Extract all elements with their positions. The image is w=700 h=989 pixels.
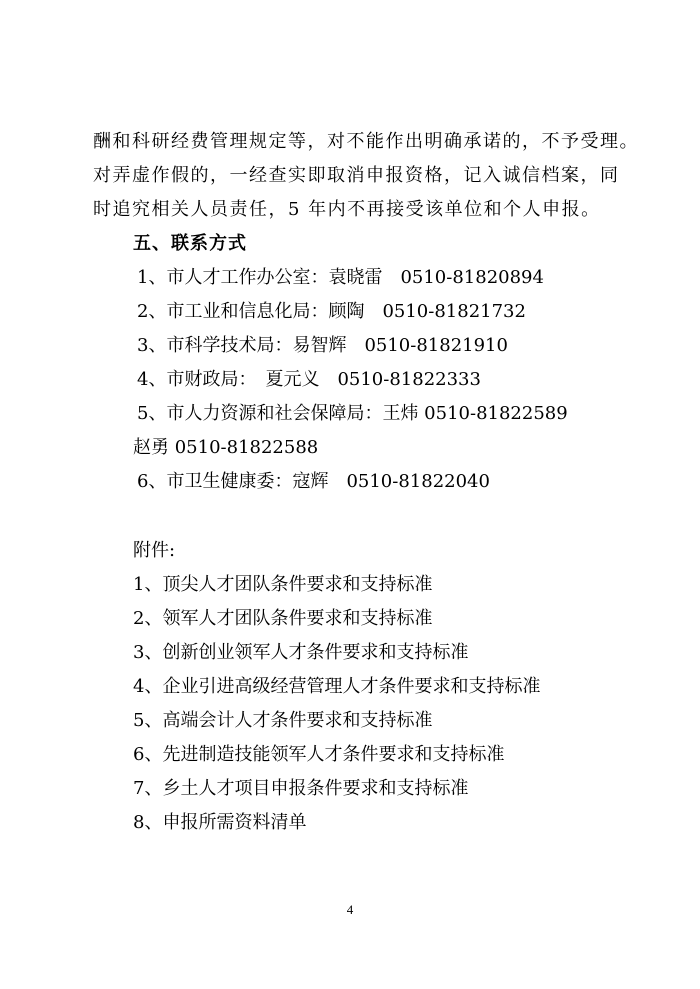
contact-item-continuation: 赵勇 0510-81822588 [133,437,319,458]
attachment-item: 1、顶尖人才团队条件要求和支持标准 [133,574,433,595]
attachment-item: 4、企业引进高级经营管理人才条件要求和支持标准 [133,676,541,697]
contact-heading: 五、联系方式 [133,233,247,254]
paragraph-line: 酬和科研经费管理规定等，对不能作出明确承诺的，不予受理。 [93,131,639,152]
contact-item: 2、市工业和信息化局：顾陶 0510-81821732 [137,301,526,322]
paragraph-line: 对弄虚作假的，一经查实即取消申报资格，记入诚信档案，同 [93,165,620,186]
paragraph-line: 时追究相关人员责任，5 年内不再接受该单位和个人申报。 [93,199,601,220]
contact-item: 4、市财政局： 夏元义 0510-81822333 [137,369,481,390]
attachment-item: 3、创新创业领军人才条件要求和支持标准 [133,642,469,663]
contact-item: 1、市人才工作办公室：袁晓雷 0510-81820894 [137,267,544,288]
contact-item: 6、市卫生健康委：寇辉 0510-81822040 [137,471,490,492]
attachment-item: 2、领军人才团队条件要求和支持标准 [133,608,433,629]
contact-item: 5、市人力资源和社会保障局：王炜 0510-81822589 [137,403,568,424]
attachment-item: 5、高端会计人才条件要求和支持标准 [133,710,433,731]
attachment-item: 6、先进制造技能领军人才条件要求和支持标准 [133,744,505,765]
attachments-label: 附件: [133,540,176,561]
contact-item: 3、市科学技术局：易智辉 0510-81821910 [137,335,508,356]
attachment-item: 7、乡土人才项目申报条件要求和支持标准 [133,778,469,799]
page-number: 4 [346,902,354,917]
attachment-item: 8、申报所需资料清单 [133,812,307,833]
